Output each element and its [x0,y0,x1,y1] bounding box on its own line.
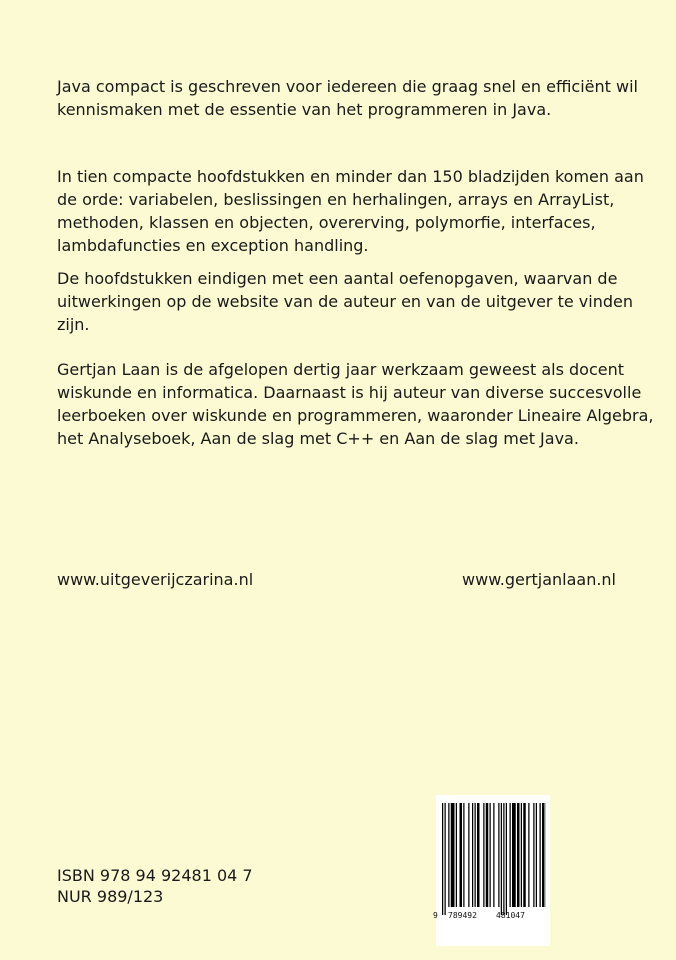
barcode-bar [475,803,476,907]
barcode-right-digits: 481047 [496,911,525,920]
barcode-bar [451,803,455,907]
barcode-bar [460,803,463,907]
barcode-bar [503,803,504,915]
barcode-bar [456,803,457,907]
barcode-bar [490,803,491,907]
barcode-bar [533,803,534,907]
barcode-bar [523,803,526,907]
author-bio-paragraph: Gertjan Laan is de afgelopen dertig jaar werkzaam geweest als docent wiskunde en informatica. Daarnaast is hij auteur van diverse succesvolle leerboeken over wiskunde en programmeren, waaronder Lineaire Algebra, het Analyseboek, Aan de slag met C++ en Aan de slag met Java. [57,360,654,448]
publisher-url[interactable]: www.uitgeverijczarina.nl [57,570,254,589]
barcode-bar [512,803,516,907]
nur-code: NUR 989/123 [57,887,164,906]
isbn-number: ISBN 978 94 92481 04 7 [57,866,253,885]
barcode-bar [540,803,541,907]
barcode-bar [542,803,545,907]
barcode-bar [463,803,464,907]
barcode-left-digits: 789492 [448,911,477,920]
barcode-bar [501,803,502,915]
barcode-bar [472,803,473,907]
barcode-bar [506,803,507,915]
author-url[interactable]: www.gertjanlaan.nl [462,570,616,589]
barcode-bar [493,803,494,907]
barcode-bar [536,803,537,907]
barcode-bar [442,803,443,915]
barcode-lead-digit: 9 [433,911,438,920]
exercises-paragraph: De hoofdstukken eindigen met een aantal oefenopgaven, waarvan de uitwerkingen op de website van de auteur en van de uitgever te vinden zijn. [57,269,633,334]
barcode-bar [448,803,449,907]
barcode-bar [498,803,499,907]
barcode-bar [510,803,511,907]
barcode-bar [517,803,520,907]
barcode-bars [440,803,546,915]
barcode-bar [483,803,484,907]
barcode-bar [445,803,446,915]
barcode-bar [477,803,480,907]
barcode-bar [486,803,489,907]
barcode-bar [528,803,529,907]
barcode-bar [468,803,469,907]
intro-paragraph: Java compact is geschreven voor iedereen die graag snel en efficiënt wil kennismaken met de essentie van het programmeren in Java. [57,77,638,119]
barcode [433,795,550,946]
contents-paragraph: In tien compacte hoofdstukken en minder dan 150 bladzijden komen aan de orde: variabelen, beslissingen en herhalingen, arrays en ArrayList, methoden, klassen en objecten, overerving, polymorfie, interfaces, lambdafuncties en exception handling. [57,167,644,255]
barcode-bar [521,803,522,907]
